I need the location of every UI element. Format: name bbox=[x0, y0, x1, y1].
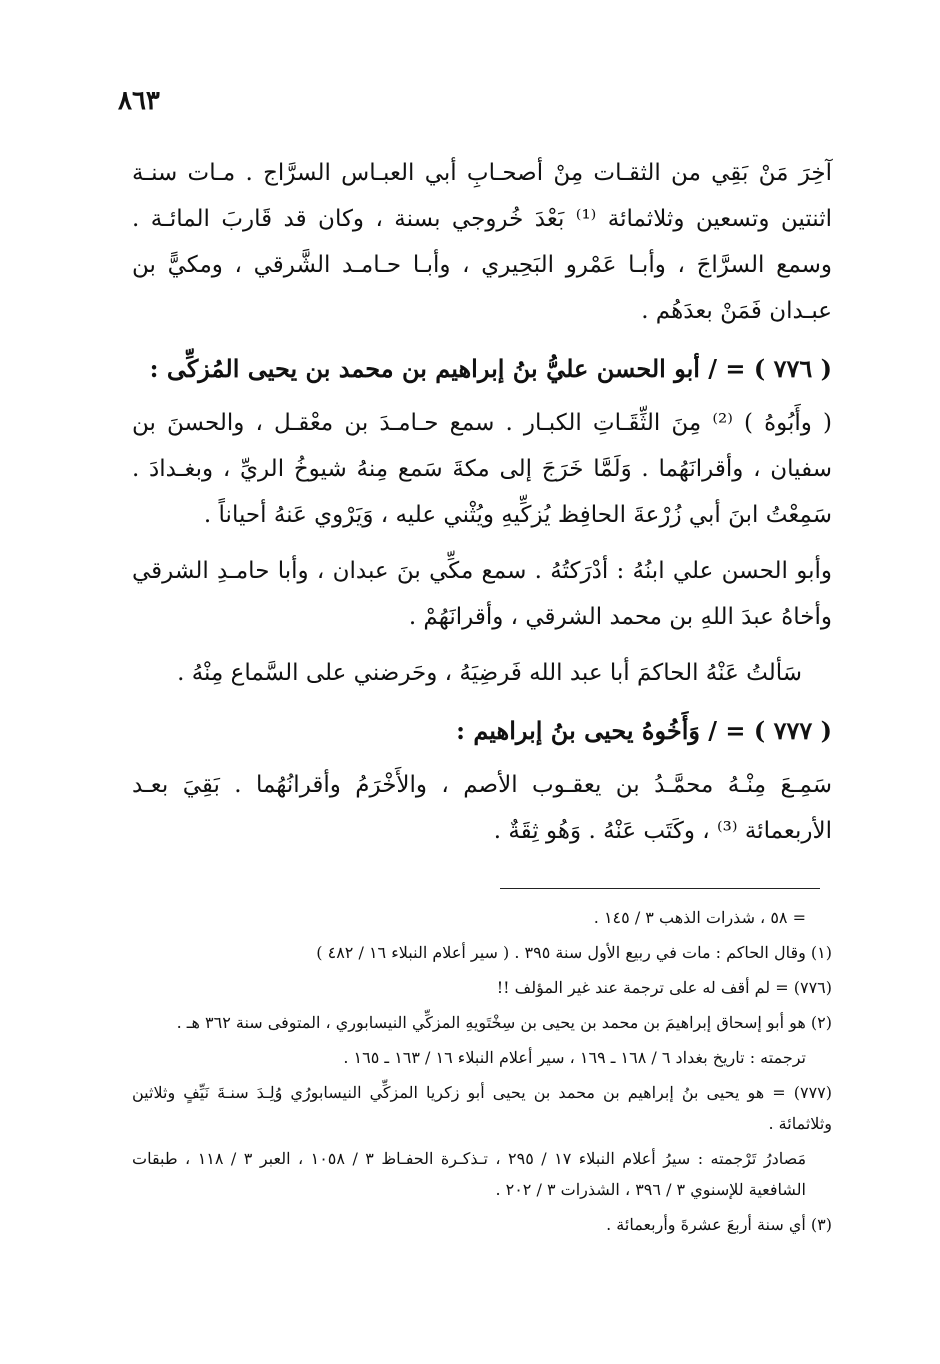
main-text bbox=[132, 150, 832, 864]
paragraph-1: آخِرَ مَنْ بَقِي من الثقـات مِنْ أصحـابِ أبي العبـاس السرَّاج . مـات سنـة اثنتين وتسعين وثلاثمائة ⁽¹⁾ بَعْدَ خُروجي بسنة ، وكان قد قَاربَ المائـة . وسمع السرَّاجَ ، وأبـا عَمْرو البَحِيري ، وأبـا حـامـد الشَّرقي ، ومكيًّ بن عبـدان فَمَنْ بعدَهُم . bbox=[132, 160, 832, 324]
paragraph-3: وأبو الحسن علي ابنُهُ : أدْرَكتُهُ . سمع مكِّي بنَ عبدان ، وأبا حامـدِ الشرقي وأخاهُ عبدَ اللهِ بن محمد الشرقي ، وأقرانَهُمْ . bbox=[132, 558, 832, 630]
footnote-777: (٧٧٧) = هو يحيى بنُ إبراهيم بن محمد بن يحيى أبو زكريا المزكِّي النيسابورُي وُلِـدَ سنـةَ نَيِّفٍ وثلاثين وثلاثمائة . bbox=[132, 1083, 833, 1133]
footnote-2: (٢) هو أبو إسحاق إبراهيمَ بن محمد بن يحيى بن سِخْتَويهِ المزكِّي النيسابوري ، المتوفى سنة ٣٦٢ هـ . bbox=[176, 1013, 832, 1032]
entry-heading-776: ( ٧٧٦ ) = / أبو الحسن عليُّ بنُ إبراهيم بن محمد بن يحيى المُزكِّى : bbox=[149, 354, 832, 383]
entry-heading-777: ( ٧٧٧ ) = / وَأَخُوهُ يحيى بنُ إبراهيم : bbox=[456, 716, 832, 745]
footnote-divider bbox=[500, 888, 820, 889]
footnote-777-sources: مَصادرُ تَرْجمته : سيرُ أعلام النبلاء ١٧ / ٢٩٥ ، تـذكـرة الحفـاظ ٣ / ١٠٥٨ ، العبر ٣ / ١١٨ ، طبقات الشافعية للإسنوي ٣ / ٣٩٦ ، الشذرات ٣ / ٢٠٢ . bbox=[132, 1149, 807, 1199]
footnote-1: (١) وقال الحاكم : مات في ربيع الأول سنة ٣٩٥ . ( سير أعلام النبلاء ١٦ / ٤٨٢ ) bbox=[316, 943, 832, 962]
paragraph-5: سَمِـعَ مِنْـهُ محمَّـدُ بن يعقـوب الأصم ، والأَخْرَمُ وأقرانُهُما . بَقِيَ بعـد الأربعمائة ⁽³⁾ ، وكَتَب عَنْهُ . وَهُو ثِقَةٌ . bbox=[132, 772, 832, 844]
paragraph-4: سَألتُ عَنْهُ الحاكمَ أبا عبد الله فَرضِيَهُ ، وحَرضني على السَّماع مِنْهُ . bbox=[177, 660, 802, 686]
page-number: ٨٦٣ bbox=[118, 86, 160, 116]
footnote-776: (٧٧٦) = لم أقف له على ترجمة عند غير المؤلف !! bbox=[496, 978, 832, 997]
paragraph-2: ( وأَبُوهُ ) ⁽²⁾ مِنَ الثِّقَـاتِ الكبـار . سمع حـامـدَ بن معْقـل ، والحسنَ بن سفيان ، وأقرانَهُما . وَلَمَّا خَرَجَ إلى مكةَ سَمع مِنهُ شيوخُ الريِّ ، وبغـدادَ . سَمِعْتُ ابنَ أبي زُرْعةَ الحافِظ يُزكِّيهِ ويُثْني عليه ، وَيَرْوي عَنهُ أحياناً . bbox=[132, 410, 832, 528]
footnote-2-sources: ترجمته : تاريخ بغداد ٦ / ١٦٨ ـ ١٦٩ ، سير أعلام النبلاء ١٦ / ١٦٣ ـ ١٦٥ . bbox=[343, 1048, 806, 1067]
footnote-3: (٣) أي سنة أربعَ عشرةَ وأربعمائة . bbox=[606, 1215, 832, 1234]
footnote-continuation: = ٥٨ ، شذرات الذهب ٣ / ١٤٥ . bbox=[593, 908, 806, 927]
footnotes bbox=[132, 902, 832, 1244]
